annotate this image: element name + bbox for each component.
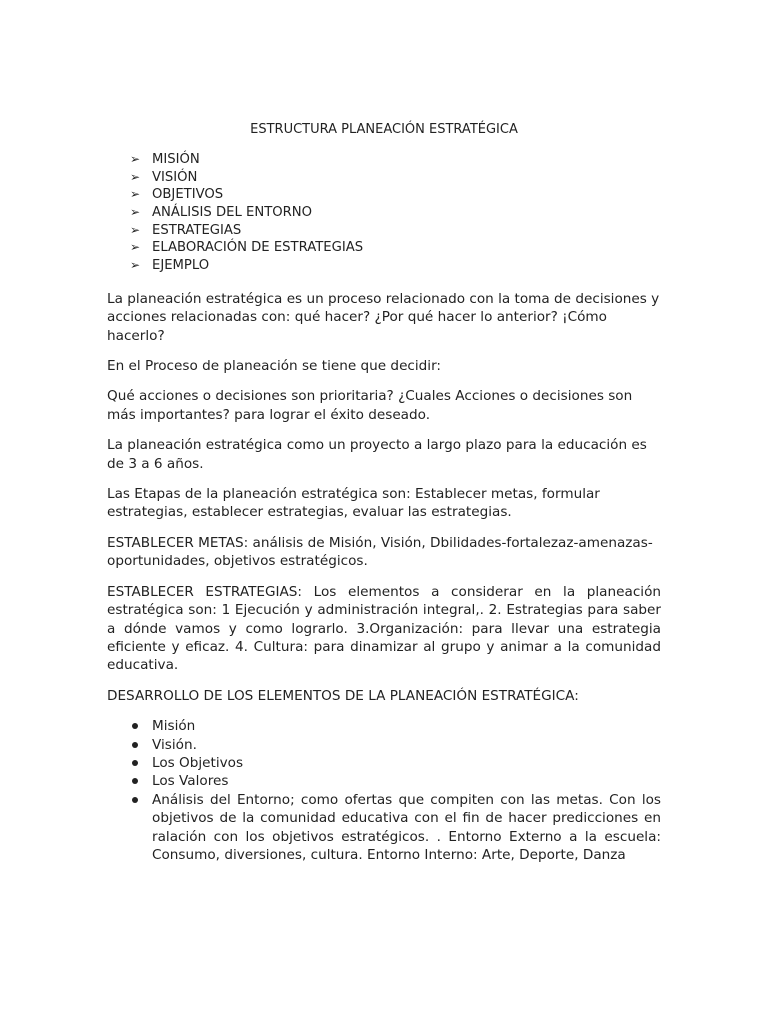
list-item-text: Visión. [152,736,197,753]
arrow-bullet-icon: ➢ [130,187,141,202]
list-item [107,754,661,772]
bullet-dot-icon [132,760,138,766]
list-item [107,717,661,735]
paragraph-strategies: ESTABLECER ESTRATEGIAS: Los elementos a considerar en la planeación estratégica son: 1 Ejecución y administración integral,. 2. Estrategias para saber a dónde vamos y como lograrlo. 3.Organización: para llevar una estrategia eficiente y eficaz. 4. Cultura: para dinamizar al grupo y animar a la comunidad educativa. [107,583,661,674]
arrow-bullet-icon: ➢ [130,222,141,237]
outline-item [107,151,661,169]
outline-item-label: ELABORACIÓN DE ESTRATEGIAS [152,240,364,256]
bullet-dot-icon [132,778,138,784]
arrow-bullet-icon: ➢ [130,169,141,184]
outline-item-label: MISIÓN [152,152,200,167]
arrow-bullet-icon: ➢ [130,152,141,166]
paragraph-definition: La planeación estratégica es un proceso relacionado con la toma de decisiones y acciones relacionadas con: qué hacer? ¿Por qué hacer lo anterior? ¡Cómo hacerlo? [107,290,660,344]
elements-list [107,717,661,864]
paragraph-process: En el Proceso de planeación se tiene que decidir: [107,358,442,375]
section-heading: DESARROLLO DE LOS ELEMENTOS DE LA PLANEACIÓN ESTRATÉGICA: [107,687,579,704]
list-item [107,791,661,865]
outline-item [107,204,661,222]
list-item [107,736,661,754]
bullet-dot-icon [132,742,138,748]
list-item-text: Análisis del Entorno; como ofertas que compiten con las metas. Con los objetivos de la comunidad educativa con el fin de hacer predicciones en ralación con los objetivos estratégicos. . Entorno Externo a la escuela: Consumo, diversiones, cultura. Entorno Interno: Arte, Deporte, Danza [152,791,661,863]
paragraph-stages: Las Etapas de la planeación estratégica son: Establecer metas, formular estrategias, establecer estrategias, evaluar las estrategias. [107,486,600,521]
outline-item-label: ANÁLISIS DEL ENTORNO [152,205,313,221]
paragraph-goals: ESTABLECER METAS: análisis de Misión, Visión, Dbilidades-fortalezaz-amenazas-oportunidades, objetivos estratégicos. [107,534,653,570]
outline-item [107,239,661,257]
outline-list [107,151,661,275]
outline-item [107,222,661,240]
outline-item-label: ESTRATEGIAS [152,222,242,238]
list-item-text: Los Objetivos [152,754,244,771]
list-item [107,772,661,790]
bullet-dot-icon [132,797,138,803]
outline-item [107,169,661,187]
arrow-bullet-icon: ➢ [130,258,141,273]
bullet-dot-icon [132,723,138,729]
list-item-text: Los Valores [152,773,229,790]
list-item-text: Misión [152,718,196,735]
outline-item [107,257,661,275]
outline-item-label: EJEMPLO [152,258,210,274]
arrow-bullet-icon: ➢ [130,205,141,220]
outline-item-label: VISIÓN [152,169,198,185]
paragraph-priorities: Qué acciones o decisiones son prioritaria? ¿Cuales Acciones o decisiones son más importantes? para lograr el éxito deseado. [107,388,633,423]
document-body [107,121,661,864]
document-title: ESTRUCTURA PLANEACIÓN ESTRATÉGICA [250,122,518,137]
paragraph-term: La planeación estratégica como un proyecto a largo plazo para la educación es de 3 a 6 años. [107,437,647,472]
arrow-bullet-icon: ➢ [130,240,141,255]
outline-item-label: OBJETIVOS [152,187,224,203]
outline-item [107,186,661,204]
